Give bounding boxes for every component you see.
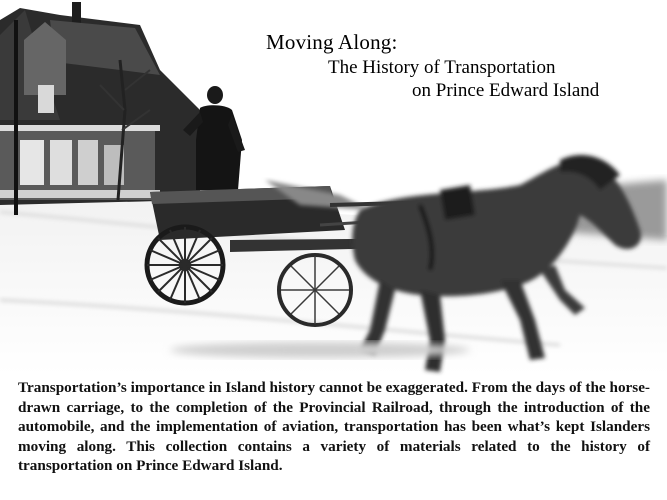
subtitle-line-2: on Prince Edward Island [412, 80, 600, 101]
subtitle-line-1: The History of Transportation [328, 57, 556, 78]
page-title: Moving Along: [266, 30, 398, 54]
intro-paragraph: Transportation’s importance in Island history cannot be exaggerated. From the days of the horse-drawn carriage, to the completion of the Provincial Railroad, through the introduction of the automobile, and the implementation of aviation, transportation has been what’s kept Islanders moving along. This collection contains a variety of materials related to the history of transportation on Prince Edward Island. [18, 379, 650, 474]
